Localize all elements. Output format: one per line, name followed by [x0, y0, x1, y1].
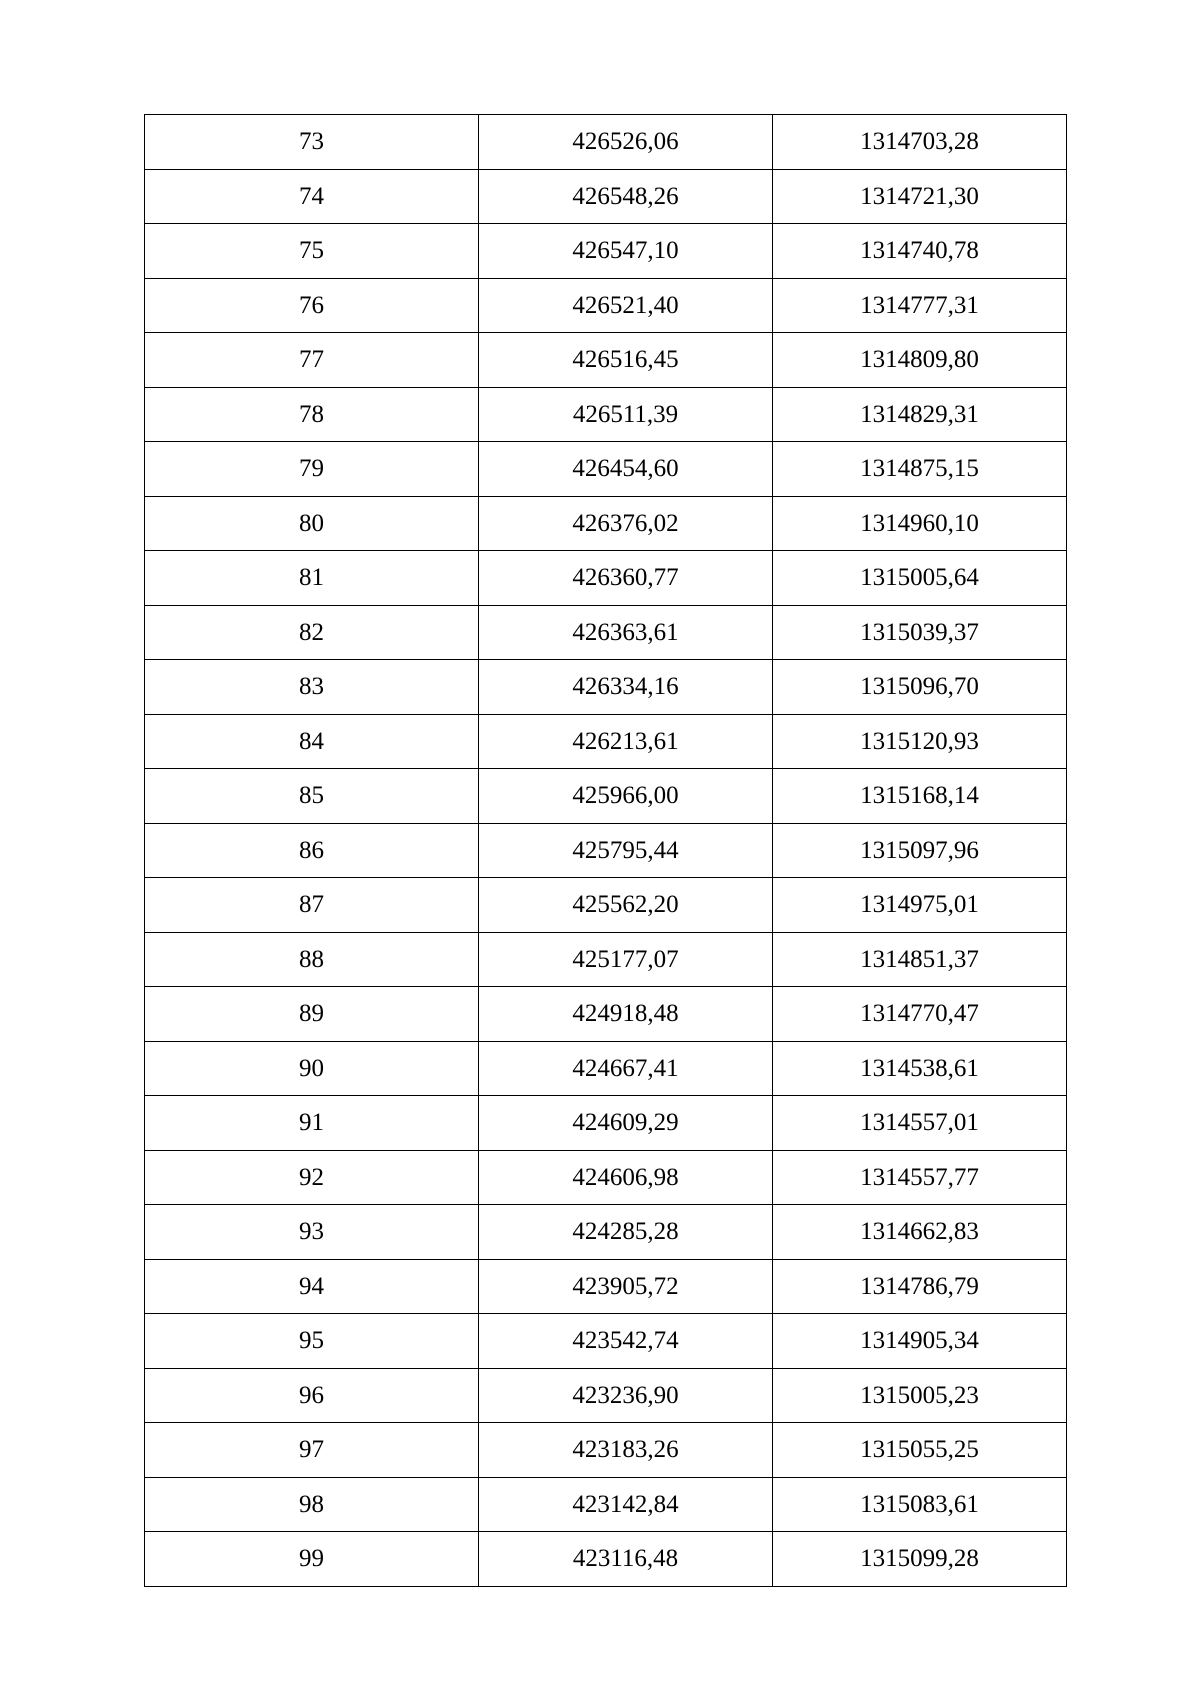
- x-coordinate-cell: 426376,02: [479, 496, 773, 551]
- table-row: [145, 1368, 1067, 1423]
- y-coordinate-cell: 1314975,01: [773, 878, 1067, 933]
- table-row: [145, 496, 1067, 551]
- y-coordinate-cell: 1314703,28: [773, 115, 1067, 170]
- x-coordinate-cell: 423542,74: [479, 1314, 773, 1369]
- table-row: [145, 442, 1067, 497]
- point-number-cell: 86: [145, 823, 479, 878]
- table-row: [145, 1259, 1067, 1314]
- y-coordinate-cell: 1314538,61: [773, 1041, 1067, 1096]
- table-row: [145, 333, 1067, 388]
- point-number-cell: 83: [145, 660, 479, 715]
- point-number-cell: 76: [145, 278, 479, 333]
- y-coordinate-cell: 1315120,93: [773, 714, 1067, 769]
- point-number-cell: 91: [145, 1096, 479, 1151]
- table-row: [145, 1532, 1067, 1587]
- x-coordinate-cell: 424918,48: [479, 987, 773, 1042]
- x-coordinate-cell: 426363,61: [479, 605, 773, 660]
- y-coordinate-cell: 1315099,28: [773, 1532, 1067, 1587]
- x-coordinate-cell: 424285,28: [479, 1205, 773, 1260]
- x-coordinate-cell: 424606,98: [479, 1150, 773, 1205]
- table-row: [145, 115, 1067, 170]
- table-row: [145, 1477, 1067, 1532]
- y-coordinate-cell: 1314809,80: [773, 333, 1067, 388]
- table-row: [145, 605, 1067, 660]
- y-coordinate-cell: 1315005,64: [773, 551, 1067, 606]
- x-coordinate-cell: 426526,06: [479, 115, 773, 170]
- x-coordinate-cell: 423905,72: [479, 1259, 773, 1314]
- x-coordinate-cell: 423142,84: [479, 1477, 773, 1532]
- table-row: [145, 769, 1067, 824]
- table-row: [145, 987, 1067, 1042]
- x-coordinate-cell: 426521,40: [479, 278, 773, 333]
- point-number-cell: 75: [145, 224, 479, 279]
- table-row: [145, 169, 1067, 224]
- table-row: [145, 224, 1067, 279]
- table-row: [145, 1150, 1067, 1205]
- y-coordinate-cell: 1315055,25: [773, 1423, 1067, 1478]
- x-coordinate-cell: 426511,39: [479, 387, 773, 442]
- x-coordinate-cell: 426334,16: [479, 660, 773, 715]
- table-row: [145, 878, 1067, 933]
- x-coordinate-cell: 425177,07: [479, 932, 773, 987]
- y-coordinate-cell: 1314721,30: [773, 169, 1067, 224]
- point-number-cell: 89: [145, 987, 479, 1042]
- point-number-cell: 98: [145, 1477, 479, 1532]
- point-number-cell: 80: [145, 496, 479, 551]
- y-coordinate-cell: 1315096,70: [773, 660, 1067, 715]
- table-row: [145, 823, 1067, 878]
- point-number-cell: 90: [145, 1041, 479, 1096]
- x-coordinate-cell: 424667,41: [479, 1041, 773, 1096]
- x-coordinate-cell: 423183,26: [479, 1423, 773, 1478]
- y-coordinate-cell: 1315168,14: [773, 769, 1067, 824]
- x-coordinate-cell: 426547,10: [479, 224, 773, 279]
- table-row: [145, 932, 1067, 987]
- x-coordinate-cell: 425966,00: [479, 769, 773, 824]
- y-coordinate-cell: 1314960,10: [773, 496, 1067, 551]
- point-number-cell: 95: [145, 1314, 479, 1369]
- x-coordinate-cell: 423116,48: [479, 1532, 773, 1587]
- point-number-cell: 82: [145, 605, 479, 660]
- point-number-cell: 74: [145, 169, 479, 224]
- y-coordinate-cell: 1314851,37: [773, 932, 1067, 987]
- point-number-cell: 87: [145, 878, 479, 933]
- point-number-cell: 73: [145, 115, 479, 170]
- y-coordinate-cell: 1315083,61: [773, 1477, 1067, 1532]
- y-coordinate-cell: 1314786,79: [773, 1259, 1067, 1314]
- point-number-cell: 79: [145, 442, 479, 497]
- point-number-cell: 96: [145, 1368, 479, 1423]
- table-row: [145, 1314, 1067, 1369]
- x-coordinate-cell: 426548,26: [479, 169, 773, 224]
- x-coordinate-cell: 424609,29: [479, 1096, 773, 1151]
- point-number-cell: 88: [145, 932, 479, 987]
- point-number-cell: 92: [145, 1150, 479, 1205]
- table-row: [145, 1096, 1067, 1151]
- y-coordinate-cell: 1314905,34: [773, 1314, 1067, 1369]
- coordinates-table: [144, 114, 1067, 1587]
- y-coordinate-cell: 1315005,23: [773, 1368, 1067, 1423]
- table-row: [145, 387, 1067, 442]
- table-row: [145, 660, 1067, 715]
- y-coordinate-cell: 1314662,83: [773, 1205, 1067, 1260]
- y-coordinate-cell: 1314557,77: [773, 1150, 1067, 1205]
- point-number-cell: 78: [145, 387, 479, 442]
- x-coordinate-cell: 426213,61: [479, 714, 773, 769]
- y-coordinate-cell: 1314777,31: [773, 278, 1067, 333]
- point-number-cell: 77: [145, 333, 479, 388]
- y-coordinate-cell: 1315039,37: [773, 605, 1067, 660]
- table-row: [145, 1041, 1067, 1096]
- y-coordinate-cell: 1314770,47: [773, 987, 1067, 1042]
- point-number-cell: 97: [145, 1423, 479, 1478]
- point-number-cell: 81: [145, 551, 479, 606]
- x-coordinate-cell: 425562,20: [479, 878, 773, 933]
- x-coordinate-cell: 426516,45: [479, 333, 773, 388]
- x-coordinate-cell: 423236,90: [479, 1368, 773, 1423]
- coordinates-table-body: [145, 115, 1067, 1587]
- table-row: [145, 1423, 1067, 1478]
- point-number-cell: 84: [145, 714, 479, 769]
- y-coordinate-cell: 1315097,96: [773, 823, 1067, 878]
- y-coordinate-cell: 1314875,15: [773, 442, 1067, 497]
- y-coordinate-cell: 1314557,01: [773, 1096, 1067, 1151]
- table-row: [145, 1205, 1067, 1260]
- y-coordinate-cell: 1314740,78: [773, 224, 1067, 279]
- x-coordinate-cell: 425795,44: [479, 823, 773, 878]
- point-number-cell: 94: [145, 1259, 479, 1314]
- table-row: [145, 278, 1067, 333]
- x-coordinate-cell: 426360,77: [479, 551, 773, 606]
- point-number-cell: 99: [145, 1532, 479, 1587]
- x-coordinate-cell: 426454,60: [479, 442, 773, 497]
- point-number-cell: 93: [145, 1205, 479, 1260]
- table-row: [145, 714, 1067, 769]
- y-coordinate-cell: 1314829,31: [773, 387, 1067, 442]
- table-row: [145, 551, 1067, 606]
- point-number-cell: 85: [145, 769, 479, 824]
